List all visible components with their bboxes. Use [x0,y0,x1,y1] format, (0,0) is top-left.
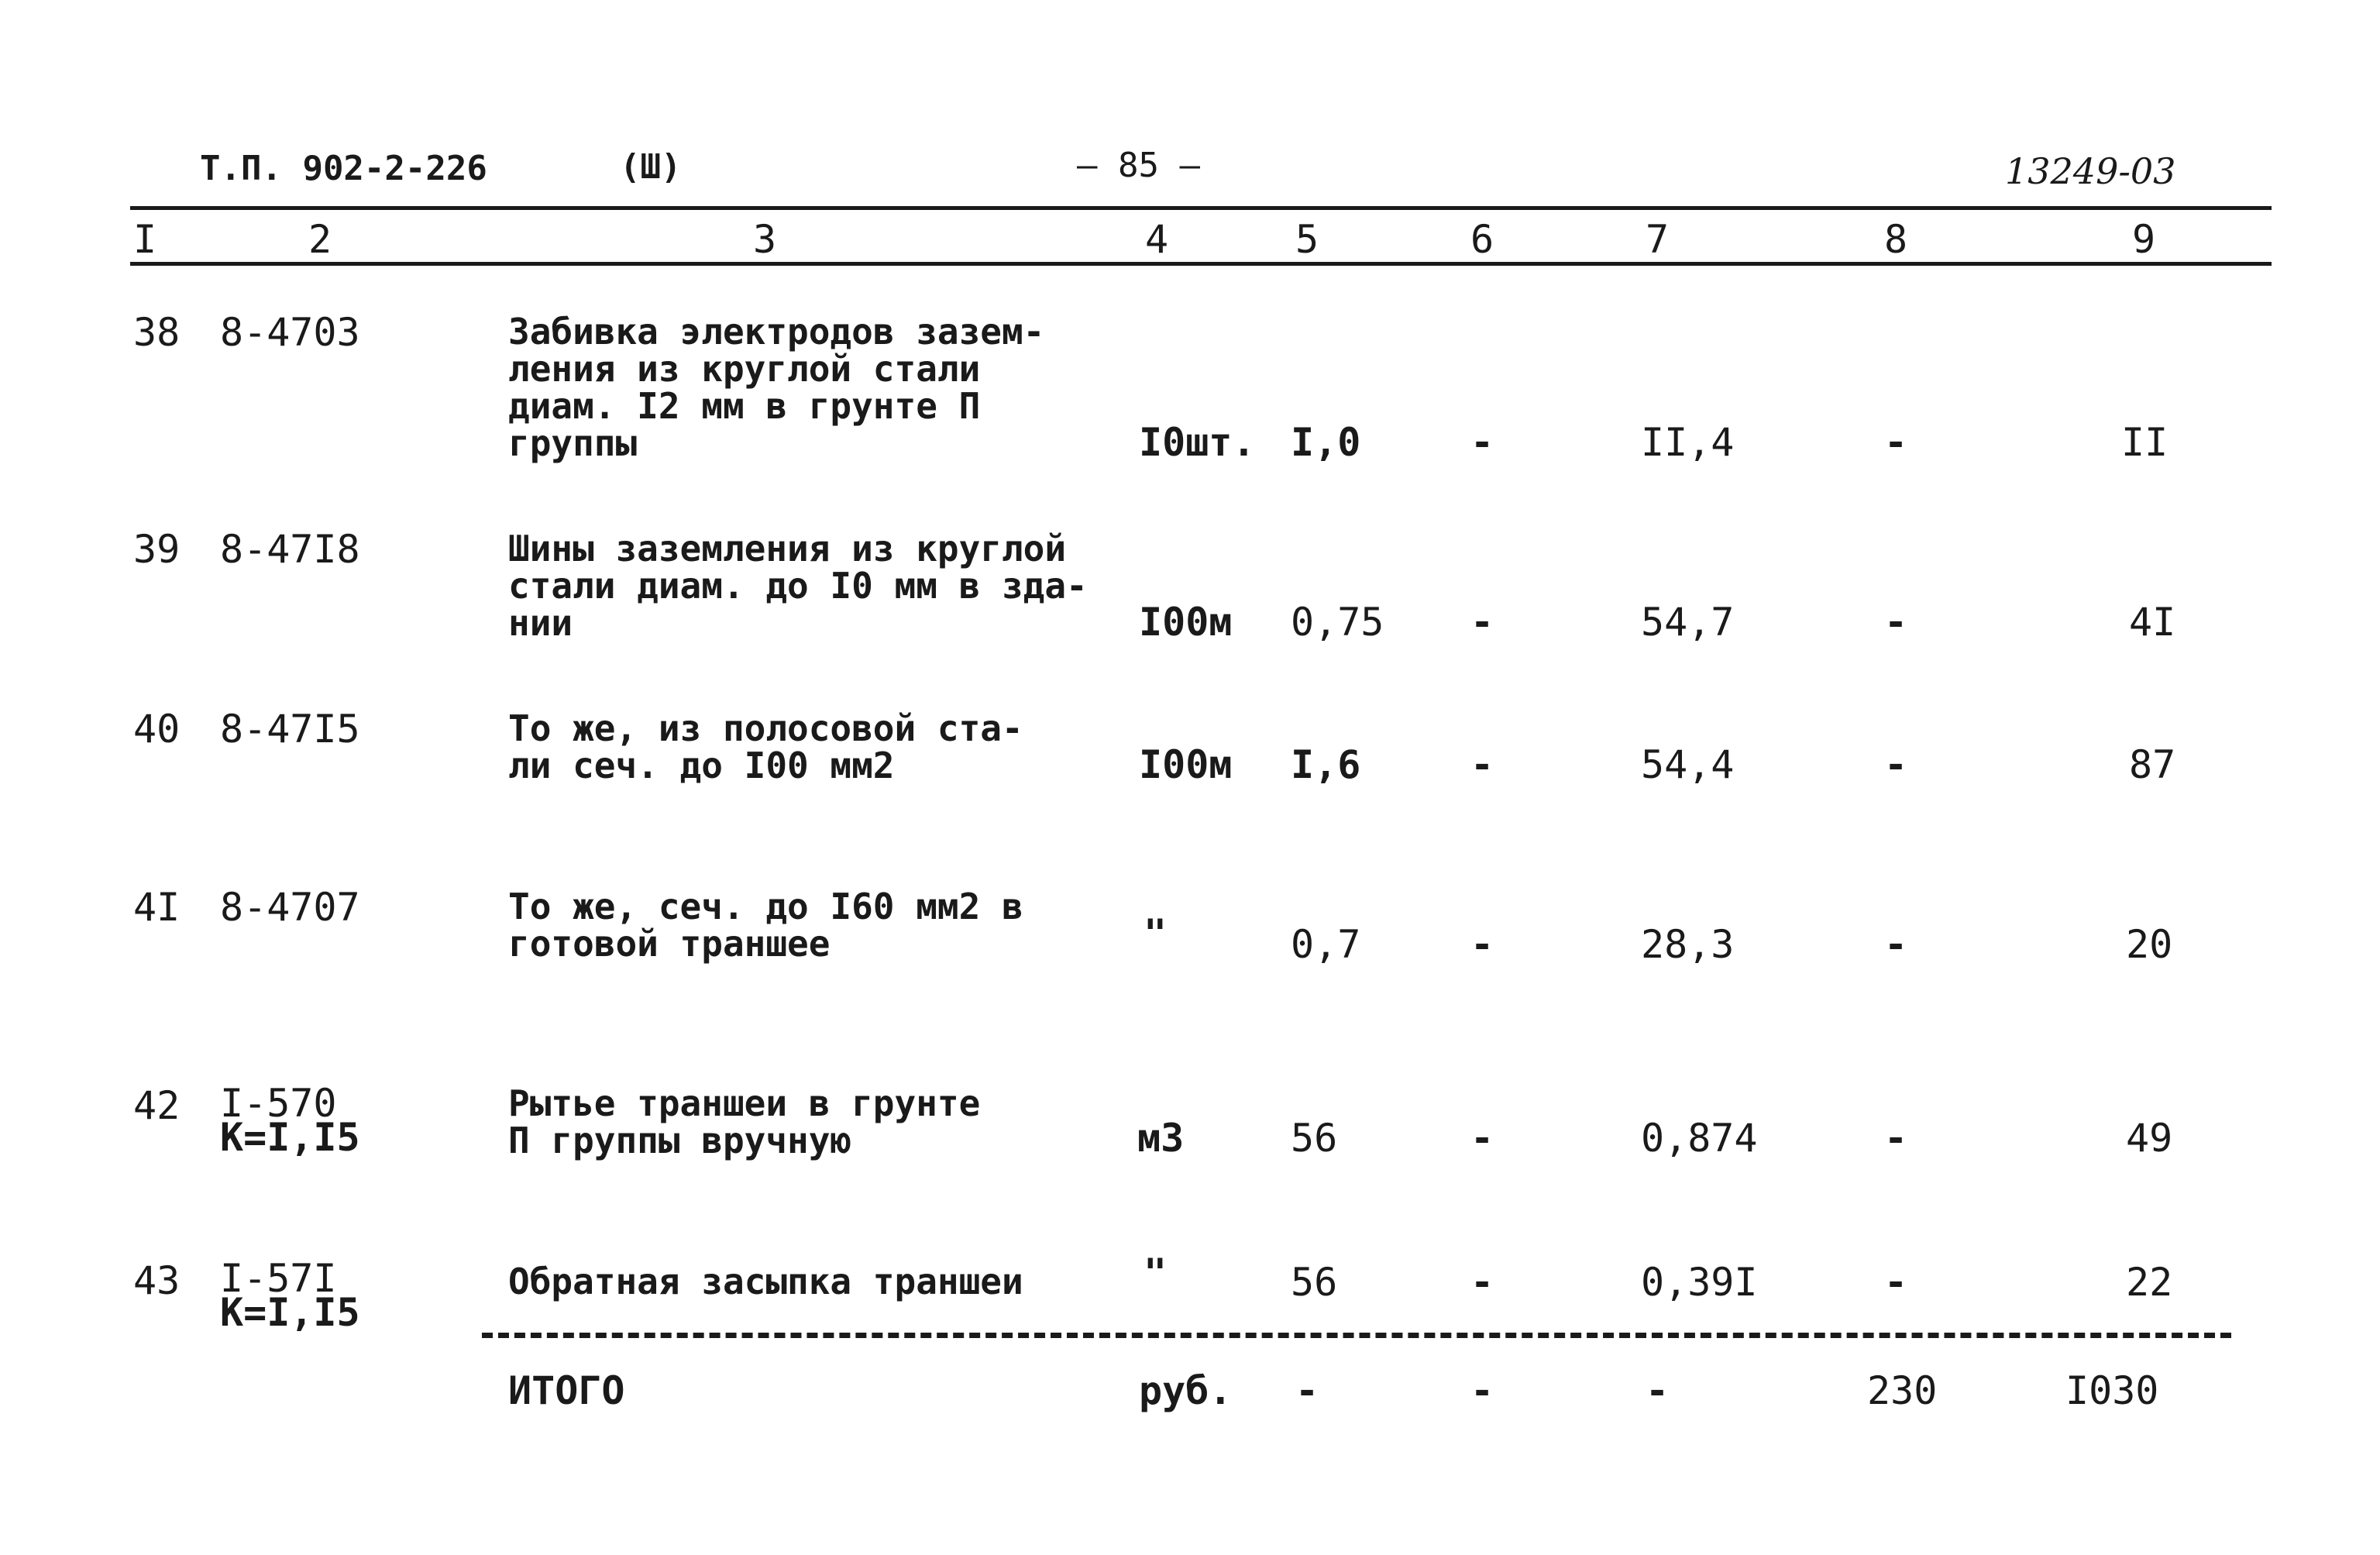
row-col6: - [1470,1260,1494,1305]
column-number-6: 6 [1470,217,1494,262]
total-separator [482,1333,2231,1338]
row-number: 38 [133,310,181,355]
row-col9: 4I [2129,600,2176,645]
row-quantity: 56 [1291,1260,1338,1305]
row-col9: 20 [2126,922,2173,967]
row-col7: II,4 [1641,420,1735,465]
description-line: нии [508,602,573,644]
description-line: Обратная засыпка траншеи [508,1261,1023,1302]
row-quantity: 0,7 [1291,922,1361,967]
row-code: 8-47I5 [220,707,360,752]
description-line: стали диам. до I0 мм в зда- [508,565,1088,607]
row-col7: 28,3 [1641,922,1735,967]
description-line: То же, из полосовой ста- [508,707,1023,749]
column-number-2: 2 [308,217,332,262]
row-col8: - [1884,1260,1908,1305]
description-line: готовой траншее [508,923,831,965]
row-col7: 0,39I [1641,1260,1758,1305]
description-line: П группы вручную [508,1120,852,1161]
coefficient-line: К=I,I5 [220,1115,360,1160]
table-header-rule [130,262,2272,266]
page-number: – 85 – [1077,146,1200,185]
row-code [220,1256,360,1335]
column-number-3: 3 [753,217,777,262]
total-col5: - [1295,1368,1319,1413]
row-col7: 54,4 [1641,742,1735,787]
handwritten-code: 13249-03 [2005,150,2176,192]
row-unit: " [1144,1251,1168,1295]
row-number: 39 [133,527,181,572]
column-number-8: 8 [1884,217,1908,262]
description-line: Забивка электродов зазем- [508,311,1045,353]
column-number-5: 5 [1295,217,1319,262]
row-quantity: 0,75 [1291,600,1384,645]
row-col9: 49 [2126,1116,2173,1161]
column-number-1: I [133,217,157,262]
description-line: То же, сеч. до I60 мм2 в [508,886,1023,927]
total-col9: I030 [2065,1368,2159,1413]
row-description [508,1082,981,1161]
row-col8: - [1884,742,1908,787]
description-line: ли сеч. до I00 мм2 [508,745,895,786]
row-col6: - [1470,600,1494,645]
total-unit: руб. [1139,1368,1233,1413]
description-line: группы [508,422,638,464]
total-label: ИТОГО [508,1368,625,1413]
row-number: 43 [133,1258,181,1303]
total-col7: - [1646,1368,1670,1413]
column-number-7: 7 [1646,217,1670,262]
row-col6: - [1470,420,1494,465]
document-code: Т.П. 902-2-226 [200,149,487,188]
code-line: I-57I [220,1256,337,1301]
row-col8: - [1884,1116,1908,1161]
row-col7: 54,7 [1641,600,1735,645]
row-unit: I0шт. [1139,420,1256,465]
row-quantity: I,0 [1291,420,1361,465]
row-number: 42 [133,1083,181,1128]
row-unit: м3 [1137,1116,1185,1161]
row-description [508,530,1088,642]
row-description [508,313,1044,462]
row-col9: 22 [2126,1260,2173,1305]
row-col6: - [1470,922,1494,967]
description-line: диам. I2 мм в грунте П [508,385,981,427]
row-col6: - [1470,742,1494,787]
row-col9: II [2121,420,2168,465]
description-line: Шины заземления из круглой [508,528,1067,569]
row-col7: 0,874 [1641,1116,1758,1161]
total-col8: 230 [1867,1368,1938,1413]
row-col8: - [1884,600,1908,645]
code-line: I-570 [220,1081,337,1126]
row-code [220,1081,360,1160]
column-number-4: 4 [1145,217,1169,262]
row-col8: - [1884,420,1908,465]
row-code: 8-4703 [220,310,360,355]
row-quantity: I,6 [1291,742,1361,787]
row-col9: 87 [2129,742,2176,787]
description-line: ления из круглой стали [508,348,981,390]
row-col6: - [1470,1116,1494,1161]
row-number: 4I [133,885,181,930]
table-top-rule [130,206,2272,210]
row-description [508,707,1023,786]
column-number-9: 9 [2132,217,2156,262]
total-col6: - [1470,1368,1494,1413]
row-description [508,1263,1023,1300]
coefficient-line: К=I,I5 [220,1290,360,1335]
row-col8: - [1884,922,1908,967]
row-unit: " [1144,911,1168,956]
row-unit: I00м [1139,742,1233,787]
row-code: 8-4707 [220,885,360,930]
description-line: Рытье траншеи в грунте [508,1082,981,1124]
row-quantity: 56 [1291,1116,1338,1161]
row-unit: I00м [1139,600,1233,645]
row-number: 40 [133,707,181,752]
section-mark: (Ш) [620,147,682,187]
row-code: 8-47I8 [220,527,360,572]
row-description [508,886,1023,965]
